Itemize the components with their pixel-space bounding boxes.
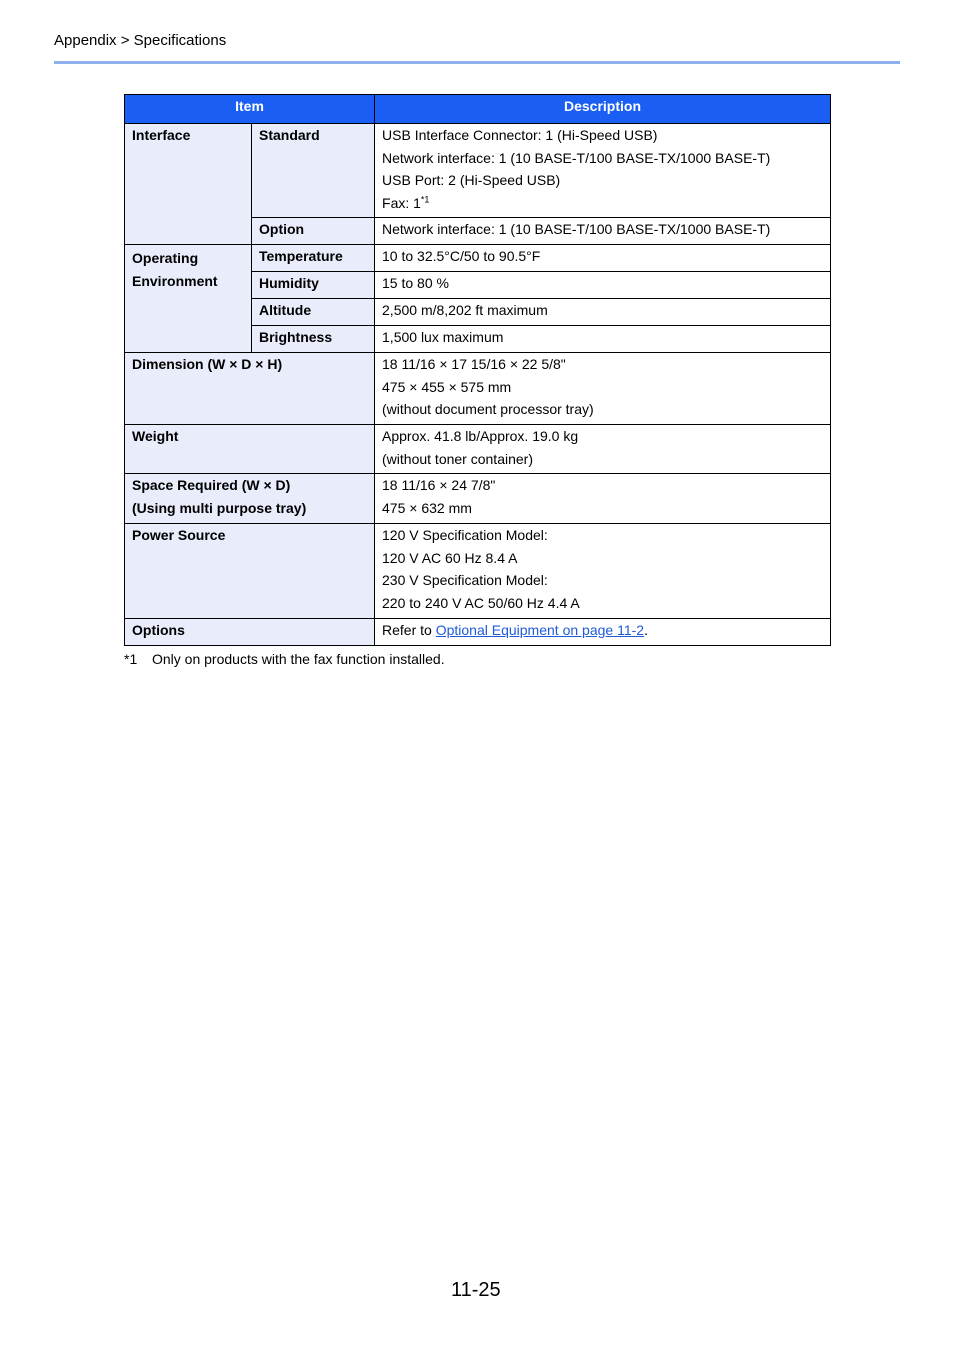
header-rule: [54, 61, 900, 64]
standard-line: USB Port: 2 (Hi-Speed USB): [382, 172, 561, 188]
interface-standard-value: [375, 124, 831, 218]
interface-standard-label: Standard: [252, 124, 375, 218]
power-line: 120 V Specification Model:: [382, 527, 548, 543]
altitude-label: Altitude: [252, 299, 375, 326]
dimension-label: Dimension (W × D × H): [125, 353, 375, 425]
standard-line: USB Interface Connector: 1 (Hi-Speed USB): [382, 127, 658, 143]
interface-option-value: Network interface: 1 (10 BASE-T/100 BASE-TX/1000 BASE-T): [375, 218, 831, 245]
weight-line: Approx. 41.8 lb/Approx. 19.0 kg: [382, 428, 579, 444]
table-row: [125, 124, 831, 218]
options-prefix: Refer to: [382, 622, 436, 638]
breadcrumb: Appendix > Specifications: [54, 32, 227, 49]
environment-label: Operating Environment: [125, 245, 252, 353]
header-item: Item: [125, 95, 375, 124]
power-line: 120 V AC 60 Hz 8.4 A: [382, 549, 518, 566]
optional-equipment-link[interactable]: Optional Equipment on page 11-2: [435, 622, 645, 638]
temperature-label: Temperature: [252, 245, 375, 272]
specifications-table: [124, 94, 831, 646]
table-row: [125, 353, 831, 425]
table-row: [125, 474, 831, 524]
altitude-value: 2,500 m/8,202 ft maximum: [375, 299, 831, 326]
power-line: 230 V Specification Model:: [382, 572, 548, 588]
space-label-line: (Using multi purpose tray): [132, 499, 307, 516]
standard-line: Network interface: 1 (10 BASE-T/100 BASE-TX/1000 BASE-T): [382, 149, 771, 166]
table-row: [125, 245, 831, 272]
humidity-value: 15 to 80 %: [375, 272, 831, 299]
fax-line: [382, 192, 823, 215]
dimension-line: 475 × 455 × 575 mm: [382, 378, 512, 395]
footnote-mark: *1: [124, 651, 138, 667]
options-label: Options: [125, 619, 375, 646]
dimension-value: [375, 353, 831, 425]
header-description: Description: [375, 95, 831, 124]
power-label: Power Source: [125, 524, 375, 619]
interface-label: Interface: [125, 124, 252, 245]
weight-value: [375, 425, 831, 474]
footnote: [124, 651, 445, 667]
options-suffix: .: [644, 622, 648, 638]
interface-option-label: Option: [252, 218, 375, 245]
space-line: 18 11/16 × 24 7/8": [382, 477, 496, 493]
fax-footnote-ref: *1: [420, 193, 430, 204]
space-value: [375, 474, 831, 524]
power-line: 220 to 240 V AC 50/60 Hz 4.4 A: [382, 594, 580, 611]
power-value: [375, 524, 831, 619]
table-header-row: [125, 95, 831, 124]
brightness-label: Brightness: [252, 326, 375, 353]
fax-text: Fax: 1: [382, 194, 421, 211]
dimension-line: (without document processor tray): [382, 401, 594, 417]
temperature-value: 10 to 32.5°C/50 to 90.5°F: [375, 245, 831, 272]
options-value: [375, 619, 831, 646]
space-label: [125, 474, 375, 524]
brightness-value: 1,500 lux maximum: [375, 326, 831, 353]
dimension-line: 18 11/16 × 17 15/16 × 22 5/8": [382, 356, 566, 372]
space-line: 475 × 632 mm: [382, 499, 472, 516]
space-label-line: Space Required (W × D): [132, 477, 291, 493]
table-row: [125, 425, 831, 474]
page-number: 11-25: [451, 1279, 501, 1301]
footnote-text: Only on products with the fax function installed.: [152, 651, 445, 667]
weight-label: Weight: [125, 425, 375, 474]
table-row: [125, 619, 831, 646]
table-row: [125, 524, 831, 619]
weight-line: (without toner container): [382, 450, 533, 467]
humidity-label: Humidity: [252, 272, 375, 299]
